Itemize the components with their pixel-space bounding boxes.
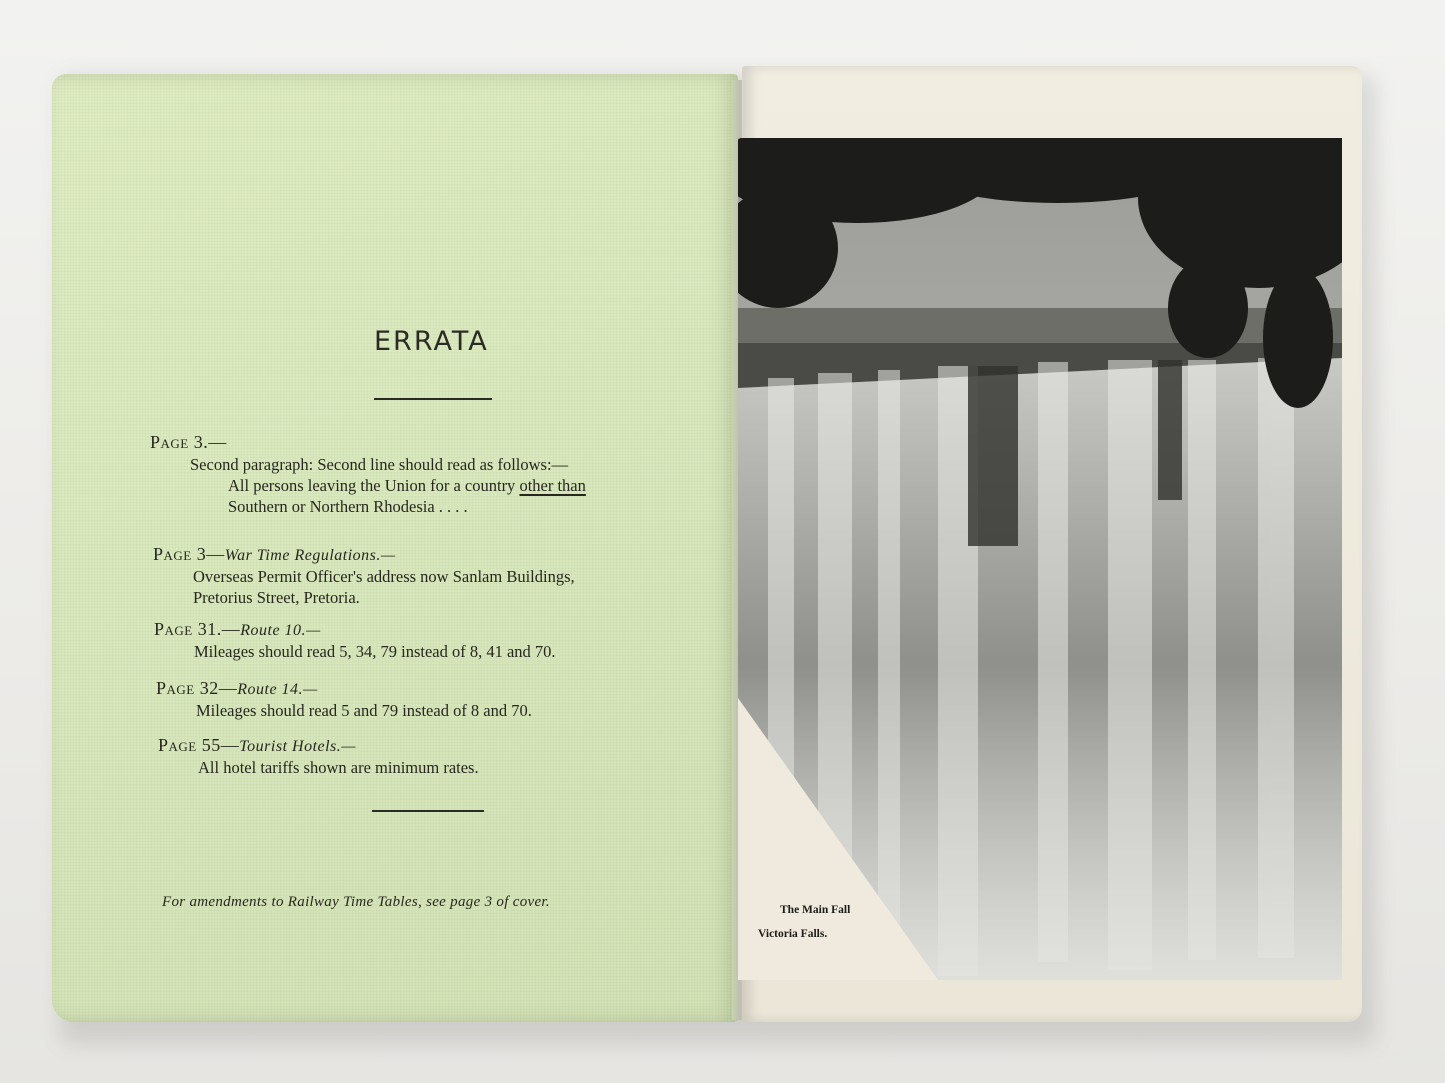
entry-page-label: Page 55— [158, 735, 240, 755]
entry-line: Second paragraph: Second line should read as follows:— [190, 455, 569, 474]
entry-page-label: Page 32— [156, 678, 238, 698]
quoted-text: All persons leaving the Union for a country [228, 476, 516, 495]
errata-entry-war-time [153, 544, 575, 608]
errata-entry-tourist-hotels [158, 735, 479, 778]
waterfall-photo [738, 138, 1342, 980]
underlined-text: other than [519, 476, 586, 495]
title-rule [374, 398, 492, 400]
errata-entry-page-3 [150, 432, 586, 517]
footer-rule [372, 810, 484, 812]
entry-page-label: Page 31.— [154, 619, 241, 639]
entry-page-label: Page 3— [153, 544, 225, 564]
entry-quoted-line: Southern or Northern Rhodesia . . . . [228, 497, 468, 516]
entry-line: Mileages should read 5, 34, 79 instead of 8, 41 and 70. [194, 642, 556, 661]
entry-heading [156, 678, 532, 700]
errata-title: ERRATA [374, 326, 489, 357]
entry-page-label: Page 3.— [150, 432, 227, 452]
errata-entry-route-10 [154, 619, 556, 662]
far-bank [738, 308, 1342, 348]
entry-quoted-line [150, 475, 586, 496]
photo-caption-place: Victoria Falls. [758, 928, 828, 940]
entry-heading [154, 619, 556, 641]
entry-line: All hotel tariffs shown are minimum rates. [198, 758, 479, 777]
open-booklet [52, 66, 1370, 1030]
footer-note: For amendments to Railway Time Tables, see page 3 of cover. [162, 894, 550, 910]
entry-topic: War Time Regulations.— [224, 547, 396, 564]
entry-topic: Route 10.— [240, 622, 321, 639]
entry-line: Overseas Permit Officer's address now Sanlam Buildings, [193, 567, 575, 586]
entry-topic: Tourist Hotels.— [239, 738, 357, 755]
errata-page [52, 74, 738, 1022]
errata-entry-route-14 [156, 678, 532, 721]
entry-heading [153, 544, 575, 566]
entry-heading [158, 735, 479, 757]
entry-line: Mileages should read 5 and 79 instead of 8 and 70. [196, 701, 532, 720]
entry-heading [150, 432, 586, 454]
entry-line: Pretorius Street, Pretoria. [193, 588, 360, 607]
photo-caption-title: The Main Fall [780, 904, 851, 916]
entry-topic: Route 14.— [237, 681, 318, 698]
